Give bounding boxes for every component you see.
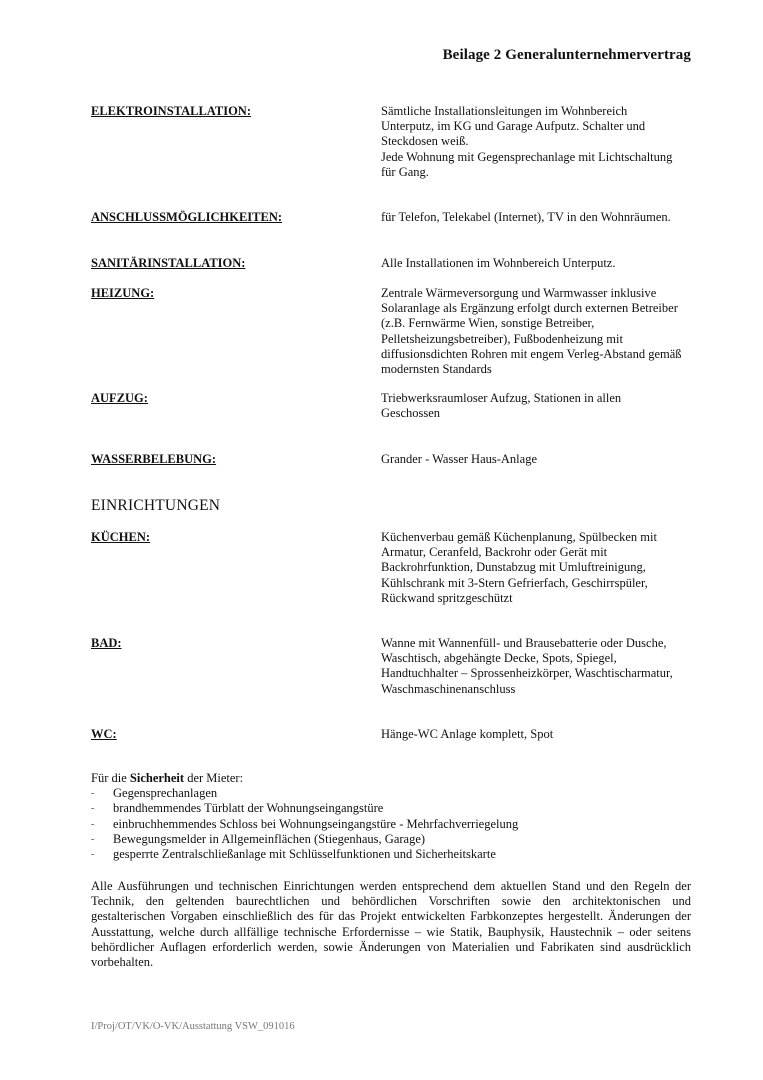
- section-description: [381, 727, 696, 742]
- desc-line: diffusionsdichten Rohren mit engem Verleg-Abstand gemäß: [381, 346, 682, 361]
- safety-intro-prefix: Für die: [91, 771, 130, 785]
- section-description: [381, 391, 696, 421]
- section-label: ELEKTROINSTALLATION:: [91, 104, 251, 118]
- desc-line: Waschtisch, abgehängte Decke, Spots, Spiegel,: [381, 651, 617, 666]
- desc-line: Kühlschrank mit 3-Stern Gefrierfach, Geschirrspüler,: [381, 575, 648, 590]
- section-description: [381, 530, 696, 606]
- desc-line: Backrohrfunktion, Dunstabzug mit Umluftreinigung,: [381, 560, 646, 575]
- desc-line: Küchenverbau gemäß Küchenplanung, Spülbecken mit: [381, 530, 657, 544]
- desc-line: Jede Wohnung mit Gegensprechanlage mit Lichtschaltung: [381, 149, 673, 164]
- desc-line: Handtuchhalter – Sprossenheizkörper, Waschtischarmatur,: [381, 666, 673, 681]
- section-label: WC:: [91, 727, 117, 741]
- section-description: [381, 636, 696, 697]
- list-item: [91, 817, 691, 832]
- list-item: [91, 801, 691, 816]
- einrichtungen-heading: EINRICHTUNGEN: [91, 497, 221, 514]
- desc-line: Steckdosen weiß.: [381, 134, 469, 149]
- section-label: HEIZUNG:: [91, 286, 155, 300]
- paragraph-line: Ausstattung, welche durch allfällige technische Erfordernisse – wie Statik, Bauphysik, Haustechnik – oder seitens: [91, 924, 691, 939]
- desc-line: Zentrale Wärmeversorgung und Warmwasser inklusive: [381, 286, 657, 300]
- list-item-text: Gegensprechanlagen: [113, 786, 218, 801]
- section-label: BAD:: [91, 636, 122, 650]
- section-description: [381, 256, 696, 271]
- list-item: [91, 786, 691, 801]
- page-header-title: Beilage 2 Generalunternehmervertrag: [442, 47, 691, 63]
- desc-line: Triebwerksraumloser Aufzug, Stationen in allen: [381, 391, 622, 405]
- safety-block: [91, 771, 691, 862]
- dash-bullet: -: [91, 818, 95, 830]
- paragraph-line: behördlicher Auflagen erforderlich werden, sowie Änderungen von Materialien und Fabrikaten sind ausdrücklich: [91, 939, 691, 954]
- safety-list: [91, 786, 691, 862]
- paragraph-line: gestalterischen Vorgaben einschließlich des für das Projekt entwickelten Farbkonzeptes hergestellt. Änderungen der: [91, 909, 691, 924]
- dash-bullet: -: [91, 849, 95, 861]
- section-description: [381, 452, 696, 467]
- section-description: [381, 286, 696, 377]
- desc-line: Waschmaschinenanschluss: [381, 681, 516, 696]
- list-item: [91, 847, 691, 862]
- list-item-text: einbruchhemmendes Schloss bei Wohnungseingangstüre - Mehrfachverriegelung: [113, 816, 519, 831]
- desc-line: Wanne mit Wannenfüll- und Brausebatterie oder Dusche,: [381, 636, 667, 650]
- desc-line: Armatur, Ceranfeld, Backrohr oder Gerät mit: [381, 545, 608, 560]
- section-description: [381, 104, 696, 180]
- list-item-text: gesperrte Zentralschließanlage mit Schlüsselfunktionen und Sicherheitskarte: [113, 847, 496, 862]
- desc-line: Grander - Wasser Haus-Anlage: [381, 452, 537, 466]
- safety-intro-suffix: der Mieter:: [184, 771, 244, 785]
- desc-line: modernsten Standards: [381, 362, 492, 377]
- footer-path: I/Proj/OT/VK/O-VK/Ausstattung VSW_091016: [91, 1021, 295, 1032]
- paragraph-line: Technik, den geltenden baurechtlichen und behördlichen Vorschriften sowie den architektonischen und: [91, 894, 691, 909]
- list-item: [91, 832, 691, 847]
- desc-line: für Gang.: [381, 164, 429, 179]
- desc-line: Pelletsheizungsbetreiber), Fußbodenheizung mit: [381, 331, 623, 346]
- section-label: KÜCHEN:: [91, 530, 151, 544]
- desc-line: Solaranlage als Ergänzung erfolgt durch externen Betreiber: [381, 301, 678, 316]
- list-item-text: Bewegungsmelder in Allgemeinflächen (Stiegenhaus, Garage): [113, 831, 426, 846]
- section-label: SANITÄRINSTALLATION:: [91, 256, 246, 270]
- list-item-text: brandhemmendes Türblatt der Wohnungseingangstüre: [113, 801, 384, 816]
- section-label: ANSCHLUSSMÖGLICHKEITEN:: [91, 210, 283, 224]
- safety-intro: [91, 771, 691, 786]
- closing-paragraph: [91, 879, 691, 970]
- desc-line: für Telefon, Telekabel (Internet), TV in den Wohnräumen.: [381, 210, 671, 224]
- desc-line: Hänge-WC Anlage komplett, Spot: [381, 727, 554, 741]
- desc-line: Rückwand spritzgeschützt: [381, 590, 513, 605]
- section-label: AUFZUG:: [91, 391, 148, 405]
- desc-line: Sämtliche Installationsleitungen im Wohnbereich: [381, 104, 628, 118]
- desc-line: Alle Installationen im Wohnbereich Unterputz.: [381, 256, 616, 270]
- desc-line: (z.B. Fernwärme Wien, sonstige Betreiber,: [381, 316, 595, 331]
- dash-bullet: -: [91, 788, 95, 800]
- section-description: [381, 210, 696, 225]
- safety-intro-bold: Sicherheit: [129, 771, 185, 785]
- dash-bullet: -: [91, 833, 95, 845]
- desc-line: Unterputz, im KG und Garage Aufputz. Schalter und: [381, 119, 646, 134]
- section-label: WASSERBELEBUNG:: [91, 452, 217, 466]
- paragraph-line: Alle Ausführungen und technischen Einrichtungen werden entsprechend dem aktuellen Stand und den Regeln der: [91, 879, 691, 893]
- paragraph-line: vorbehalten.: [91, 955, 154, 970]
- desc-line: Geschossen: [381, 406, 441, 421]
- dash-bullet: -: [91, 803, 95, 815]
